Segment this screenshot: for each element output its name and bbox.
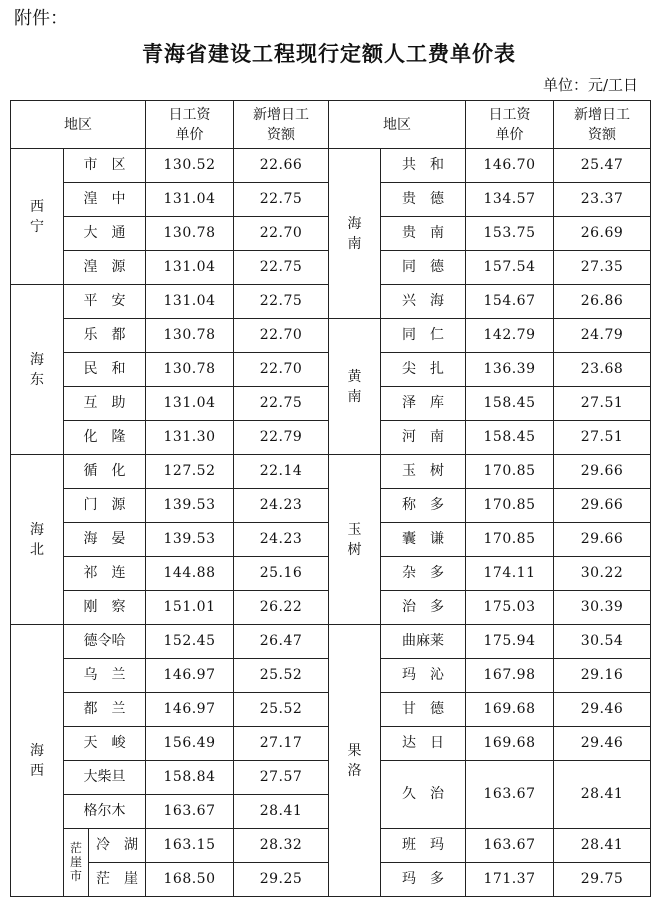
area-name: 河 南 [381, 421, 466, 455]
daily-wage-value: 154.67 [466, 285, 554, 319]
area-name: 德令哈 [64, 625, 146, 659]
added-wage-value: 26.22 [234, 591, 329, 625]
added-wage-value: 28.41 [554, 761, 651, 829]
area-name: 甘 德 [381, 693, 466, 727]
daily-wage-value: 151.01 [146, 591, 234, 625]
area-name: 乐 都 [64, 319, 146, 353]
added-wage-value: 30.39 [554, 591, 651, 625]
daily-wage-value: 139.53 [146, 523, 234, 557]
added-wage-value: 26.86 [554, 285, 651, 319]
daily-wage-value: 158.84 [146, 761, 234, 795]
daily-wage-value: 146.97 [146, 693, 234, 727]
added-wage-value: 22.75 [234, 285, 329, 319]
added-wage-value: 25.52 [234, 693, 329, 727]
area-name: 市 区 [64, 149, 146, 183]
daily-wage-value: 130.78 [146, 319, 234, 353]
daily-wage-value: 171.37 [466, 863, 554, 897]
area-name: 海 晏 [64, 523, 146, 557]
added-wage-value: 29.25 [234, 863, 329, 897]
area-name: 湟 源 [64, 251, 146, 285]
area-name: 民 和 [64, 353, 146, 387]
page-title: 青海省建设工程现行定额人工费单价表 [142, 41, 516, 66]
attachment-label: 附件： [14, 8, 68, 29]
added-wage-value: 26.69 [554, 217, 651, 251]
daily-wage-value: 152.45 [146, 625, 234, 659]
added-wage-value: 22.79 [234, 421, 329, 455]
area-name: 贵 南 [381, 217, 466, 251]
daily-wage-value: 163.15 [146, 829, 234, 863]
daily-wage-value: 156.49 [146, 727, 234, 761]
area-name: 囊 谦 [381, 523, 466, 557]
added-wage-value: 25.47 [554, 149, 651, 183]
daily-wage-value: 131.04 [146, 183, 234, 217]
area-name: 共 和 [381, 149, 466, 183]
region-group: 海东 [11, 285, 64, 455]
subregion-group [64, 829, 146, 897]
header-region: 地区 [11, 101, 146, 149]
area-name: 同 德 [381, 251, 466, 285]
region-group: 黄南 [329, 319, 381, 455]
area-name: 门 源 [64, 489, 146, 523]
area-name: 化 隆 [64, 421, 146, 455]
added-wage-value: 28.41 [234, 795, 329, 829]
added-wage-value: 29.66 [554, 455, 651, 489]
area-name: 都 兰 [64, 693, 146, 727]
area-name: 冷 湖 [89, 829, 146, 863]
area-name: 杂 多 [381, 557, 466, 591]
daily-wage-value: 139.53 [146, 489, 234, 523]
area-name: 互 助 [64, 387, 146, 421]
area-name: 泽 库 [381, 387, 466, 421]
daily-wage-value: 142.79 [466, 319, 554, 353]
daily-wage-value: 169.68 [466, 693, 554, 727]
added-wage-value: 28.41 [554, 829, 651, 863]
added-wage-value: 29.66 [554, 523, 651, 557]
daily-wage-value: 158.45 [466, 387, 554, 421]
added-wage-value: 27.17 [234, 727, 329, 761]
added-wage-value: 27.57 [234, 761, 329, 795]
header-added-wage: 新增日工 资额 [554, 101, 651, 149]
header-added-wage: 新增日工 资额 [234, 101, 329, 149]
added-wage-value: 30.54 [554, 625, 651, 659]
added-wage-value: 27.35 [554, 251, 651, 285]
added-wage-value: 24.79 [554, 319, 651, 353]
daily-wage-value: 169.68 [466, 727, 554, 761]
daily-wage-value: 131.30 [146, 421, 234, 455]
area-name: 班 玛 [381, 829, 466, 863]
daily-wage-value: 131.04 [146, 285, 234, 319]
area-name: 刚 察 [64, 591, 146, 625]
area-name: 兴 海 [381, 285, 466, 319]
table-row [11, 319, 651, 353]
area-name: 玛 多 [381, 863, 466, 897]
added-wage-value: 22.75 [234, 251, 329, 285]
added-wage-value: 24.23 [234, 489, 329, 523]
unit-label: 单位：元/工日 [542, 76, 638, 94]
region-group: 海西 [11, 625, 64, 897]
area-name: 治 多 [381, 591, 466, 625]
area-name: 大 通 [64, 217, 146, 251]
wage-table [10, 100, 651, 897]
region-group: 西宁 [11, 149, 64, 285]
daily-wage-value: 157.54 [466, 251, 554, 285]
daily-wage-value: 153.75 [466, 217, 554, 251]
daily-wage-value: 131.04 [146, 251, 234, 285]
area-name: 乌 兰 [64, 659, 146, 693]
area-name: 同 仁 [381, 319, 466, 353]
added-wage-value: 23.37 [554, 183, 651, 217]
daily-wage-value: 163.67 [146, 795, 234, 829]
daily-wage-value: 170.85 [466, 489, 554, 523]
table-row [11, 625, 651, 659]
added-wage-value: 23.68 [554, 353, 651, 387]
header-daily-wage: 日工资 单价 [146, 101, 234, 149]
table-row [11, 455, 651, 489]
subregion-name: 茫崖市 [70, 840, 83, 883]
added-wage-value: 22.70 [234, 319, 329, 353]
daily-wage-value: 131.04 [146, 387, 234, 421]
area-name: 久 治 [381, 761, 466, 829]
area-name: 茫 崖 [96, 871, 138, 887]
added-wage-value: 25.52 [234, 659, 329, 693]
daily-wage-value: 170.85 [466, 523, 554, 557]
area-name: 称 多 [381, 489, 466, 523]
daily-wage-value: 130.78 [146, 353, 234, 387]
daily-wage-value: 174.11 [466, 557, 554, 591]
daily-wage-value: 175.94 [466, 625, 554, 659]
added-wage-value: 22.66 [234, 149, 329, 183]
area-name: 湟 中 [64, 183, 146, 217]
daily-wage-value: 170.85 [466, 455, 554, 489]
area-name: 贵 德 [381, 183, 466, 217]
added-wage-value: 27.51 [554, 421, 651, 455]
region-group: 海南 [329, 149, 381, 319]
daily-wage-value: 127.52 [146, 455, 234, 489]
header-region: 地区 [329, 101, 466, 149]
daily-wage-value: 163.67 [466, 761, 554, 829]
daily-wage-value: 144.88 [146, 557, 234, 591]
added-wage-value: 22.70 [234, 217, 329, 251]
area-name: 玉 树 [381, 455, 466, 489]
daily-wage-value: 158.45 [466, 421, 554, 455]
added-wage-value: 22.14 [234, 455, 329, 489]
daily-wage-value: 146.70 [466, 149, 554, 183]
added-wage-value: 22.75 [234, 183, 329, 217]
added-wage-value: 29.16 [554, 659, 651, 693]
daily-wage-value: 130.78 [146, 217, 234, 251]
added-wage-value: 27.51 [554, 387, 651, 421]
added-wage-value: 24.23 [234, 523, 329, 557]
area-name: 尖 扎 [381, 353, 466, 387]
area-name: 格尔木 [64, 795, 146, 829]
area-name: 大柴旦 [64, 761, 146, 795]
added-wage-value: 22.75 [234, 387, 329, 421]
header-daily-wage: 日工资 单价 [466, 101, 554, 149]
region-group: 玉树 [329, 455, 381, 625]
added-wage-value: 29.75 [554, 863, 651, 897]
daily-wage-value: 146.97 [146, 659, 234, 693]
added-wage-value: 22.70 [234, 353, 329, 387]
daily-wage-value: 167.98 [466, 659, 554, 693]
region-group: 果洛 [329, 625, 381, 897]
area-name: 曲麻莱 [381, 625, 466, 659]
area-name: 祁 连 [64, 557, 146, 591]
area-name: 天 峻 [64, 727, 146, 761]
area-name: 平 安 [64, 285, 146, 319]
daily-wage-value: 130.52 [146, 149, 234, 183]
daily-wage-value: 136.39 [466, 353, 554, 387]
added-wage-value: 30.22 [554, 557, 651, 591]
added-wage-value: 28.32 [234, 829, 329, 863]
added-wage-value: 29.46 [554, 693, 651, 727]
daily-wage-value: 168.50 [146, 863, 234, 897]
region-group: 海北 [11, 455, 64, 625]
added-wage-value: 29.66 [554, 489, 651, 523]
area-name: 循 化 [64, 455, 146, 489]
table-row [11, 149, 651, 183]
added-wage-value: 25.16 [234, 557, 329, 591]
area-name: 玛 沁 [381, 659, 466, 693]
area-name: 达 日 [381, 727, 466, 761]
added-wage-value: 29.46 [554, 727, 651, 761]
daily-wage-value: 175.03 [466, 591, 554, 625]
daily-wage-value: 163.67 [466, 829, 554, 863]
daily-wage-value: 134.57 [466, 183, 554, 217]
added-wage-value: 26.47 [234, 625, 329, 659]
